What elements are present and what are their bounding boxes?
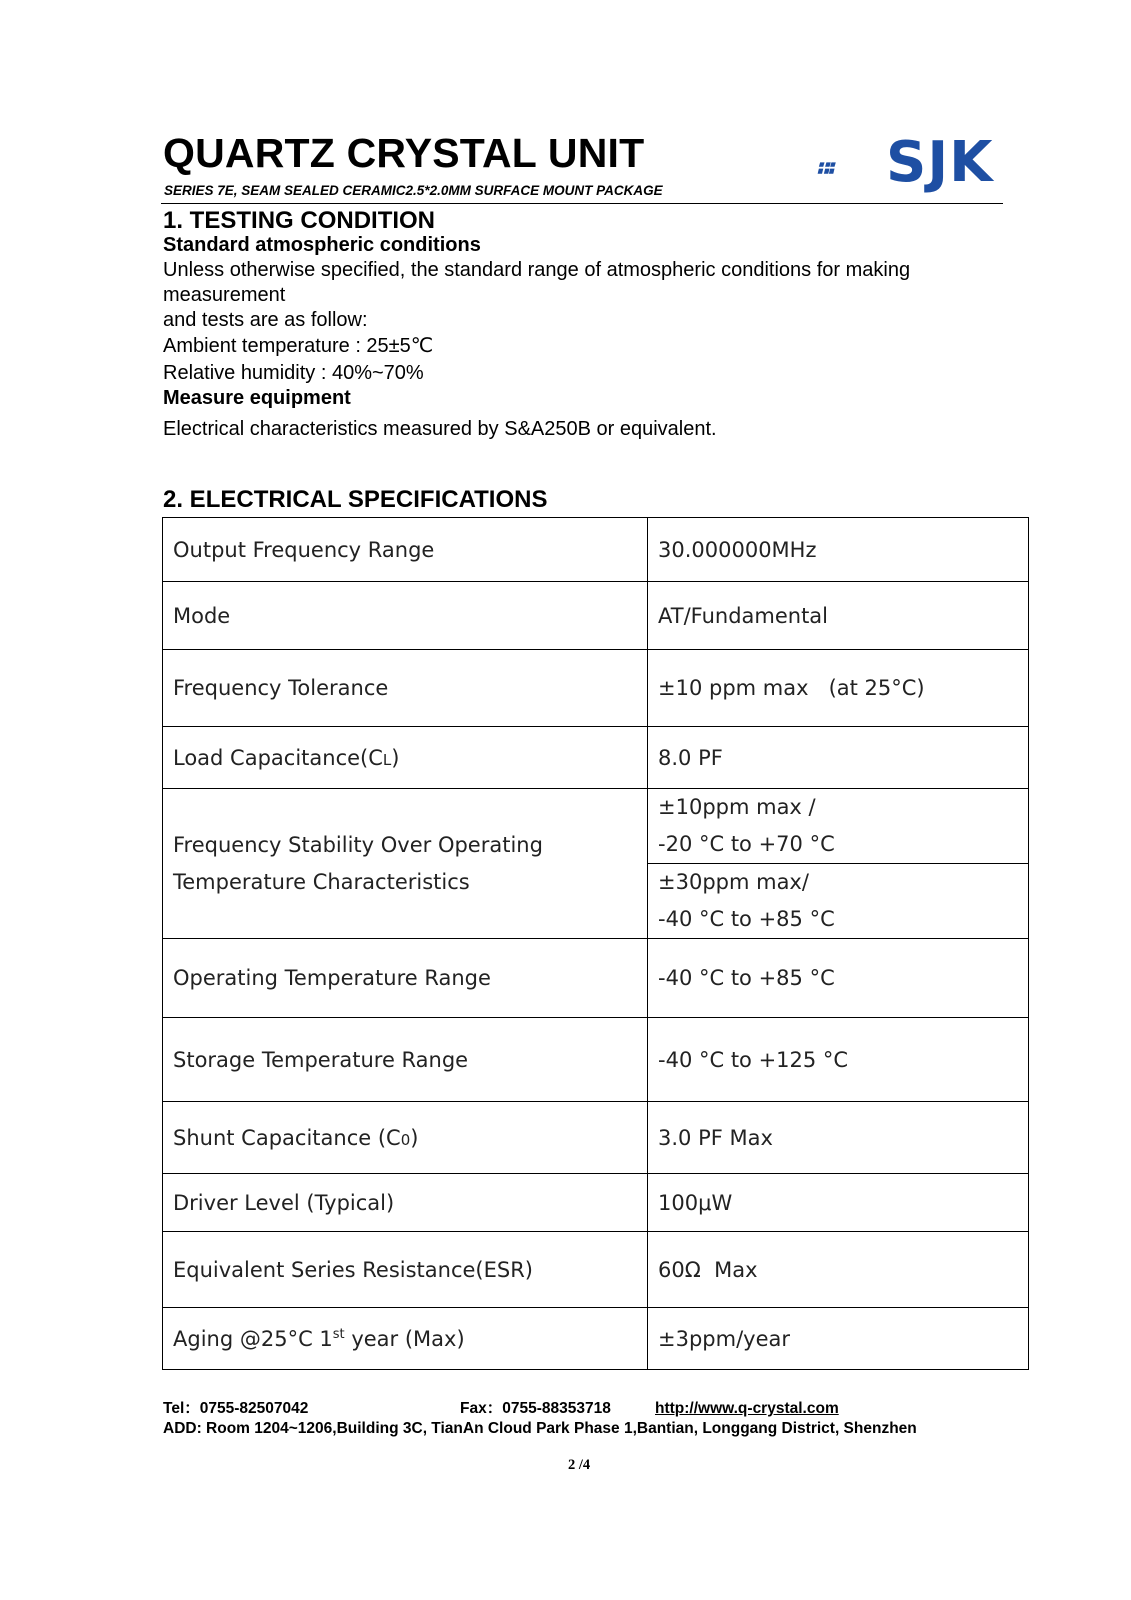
table-row [163,789,1029,864]
label-text-end: ) [391,745,400,770]
spec-label [163,789,648,939]
section-heading-electrical-specifications: 2. ELECTRICAL SPECIFICATIONS [163,486,548,513]
body-text-line: Unless otherwise specified, the standard range of atmospheric conditions for making [163,259,911,281]
sjk-logo-text: SJK [886,130,994,195]
spec-value: -40 °C to +125 °C [648,1018,1029,1102]
table-row [163,727,1029,789]
table-row [163,1018,1029,1102]
ambient-temperature-text: Ambient temperature : 25±5℃ [163,335,434,357]
spec-value: 60Ω Max [648,1232,1029,1308]
body-text-line: measurement [163,284,286,306]
table-row [163,650,1029,727]
label-text: Aging @25°C 1 [173,1326,333,1351]
spec-label: Frequency Tolerance [163,650,648,727]
sjk-logo-mark-icon [817,147,879,191]
spec-label: Operating Temperature Range [163,939,648,1018]
spec-value: 8.0 PF [648,727,1029,789]
spec-value: 100μW [648,1174,1029,1232]
spec-value: AT/Fundamental [648,582,1029,650]
label-subscript: 0 [400,1130,411,1149]
label-text-end: ) [410,1125,419,1150]
value-line: -20 °C to +70 °C [658,832,835,856]
label-line: Temperature Characteristics [173,869,470,894]
subheading-measure-equipment: Measure equipment [163,387,351,409]
spec-label [163,1308,648,1370]
label-line: Frequency Stability Over Operating [173,832,543,857]
value-line: ±10ppm max / [658,795,816,819]
spec-label: Mode [163,582,648,650]
table-row [163,582,1029,650]
electrical-specifications-table [162,517,1029,1370]
document-title: QUARTZ CRYSTAL UNIT [163,130,645,176]
label-text: Shunt Capacitance (C [173,1125,401,1150]
spec-label: Equivalent Series Resistance(ESR) [163,1232,648,1308]
page-number: 2 /4 [568,1457,591,1473]
label-text-end: year (Max) [344,1326,465,1351]
footer-url-wrap [655,1401,839,1417]
footer-fax: Fax：0755-88353718 [460,1400,611,1417]
spec-value [648,864,1029,939]
spec-value: 3.0 PF Max [648,1102,1029,1174]
label-subscript: L [382,750,392,769]
table-row [163,1232,1029,1308]
spec-value: -40 °C to +85 °C [648,939,1029,1018]
section-heading-testing-condition: 1. TESTING CONDITION [163,207,436,234]
spec-value: ±3ppm/year [648,1308,1029,1370]
footer-website-link[interactable]: http://www.q-crystal.com [655,1400,839,1417]
body-text-line: and tests are as follow: [163,309,368,331]
spec-label [163,727,648,789]
spec-value [648,789,1029,864]
spec-label [163,1102,648,1174]
spec-label: Storage Temperature Range [163,1018,648,1102]
table-row [163,1174,1029,1232]
spec-label: Driver Level (Typical) [163,1174,648,1232]
label-text: Load Capacitance(C [173,745,383,770]
footer-tel: Tel：0755-82507042 [163,1400,309,1417]
measure-equipment-text: Electrical characteristics measured by S&A250B or equivalent. [163,418,717,440]
footer-address: ADD: Room 1204~1206,Building 3C, TianAn Cloud Park Phase 1,Bantian, Longgang District, Shenzhen [163,1420,917,1437]
value-line: ±30ppm max/ [658,870,809,894]
table-row [163,1102,1029,1174]
relative-humidity-text: Relative humidity : 40%~70% [163,362,424,384]
header-divider [161,203,1003,204]
subheading-standard-conditions: Standard atmospheric conditions [163,234,481,256]
document-subtitle: SERIES 7E, SEAM SEALED CERAMIC2.5*2.0MM SURFACE MOUNT PACKAGE [164,183,663,198]
spec-label: Output Frequency Range [163,518,648,582]
table-row [163,939,1029,1018]
value-line: -40 °C to +85 °C [658,907,835,931]
table-row [163,518,1029,582]
spec-value: ±10 ppm max (at 25°C) [648,650,1029,727]
table-row [163,1308,1029,1370]
spec-value: 30.000000MHz [648,518,1029,582]
label-superscript: st [332,1326,345,1342]
